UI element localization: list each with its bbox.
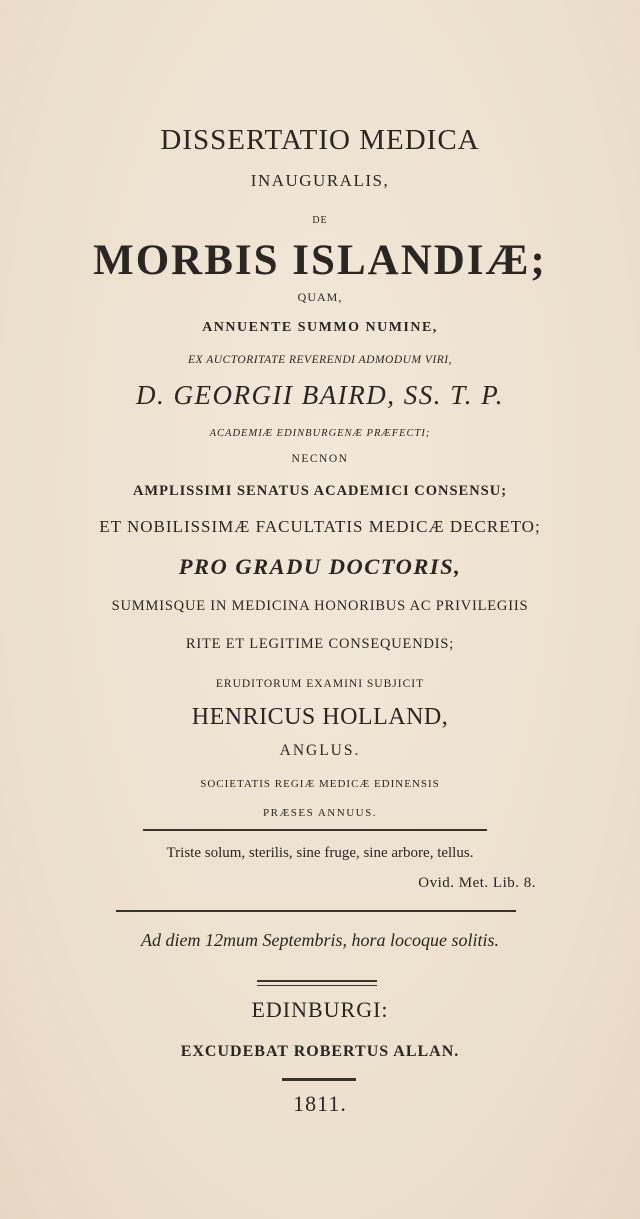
societatis-line: SOCIETATIS REGIÆ MEDICÆ EDINENSIS	[200, 778, 440, 790]
inauguralis-line: INAUGURALIS,	[250, 171, 390, 190]
academiae-line: ACADEMIÆ EDINBURGENÆ PRÆFECTI;	[209, 428, 431, 439]
de-line: DE	[312, 215, 328, 226]
ex-auctoritate-line: EX AUCTORITATE REVERENDI ADMODUM VIRI,	[188, 354, 452, 366]
anglus-line: ANGLUS.	[279, 742, 361, 759]
divider-rule-3	[257, 980, 377, 986]
dissertatio-heading: DISSERTATIO MEDICA	[160, 124, 480, 156]
eruditorum-line: ERUDITORUM EXAMINI SUBJICIT	[215, 678, 425, 690]
summisque-line: SUMMISQUE IN MEDICINA HONORIBUS AC PRIVILEGIIS	[111, 598, 529, 614]
rite-line: RITE ET LEGITIME CONSEQUENDIS;	[185, 636, 455, 652]
date-line: Ad diem 12mum Septembris, hora locoque solitis.	[141, 930, 499, 950]
annuente-line: ANNUENTE SUMMO NUMINE,	[202, 320, 438, 335]
author-name: HENRICUS HOLLAND,	[191, 704, 449, 730]
divider-rule-1	[143, 829, 487, 831]
amplissimi-line: AMPLISSIMI SENATUS ACADEMICI CONSENSU;	[132, 483, 508, 499]
quam-line: QUAM,	[297, 290, 343, 304]
year-line: 1811.	[293, 1091, 347, 1116]
pro-gradu-line: PRO GRADU DOCTORIS,	[178, 554, 462, 579]
rector-name: D. GEORGII BAIRD, SS. T. P.	[136, 380, 504, 410]
praeses-line: PRÆSES ANNUUS.	[263, 807, 377, 819]
epigraph: Triste solum, sterilis, sine fruge, sine arbore, tellus.	[166, 845, 474, 861]
epigraph-source: Ovid. Met. Lib. 8.	[418, 875, 536, 891]
necnon-line: NECNON	[291, 453, 349, 465]
printer-line: EXCUDEBAT ROBERTUS ALLAN.	[180, 1043, 460, 1060]
divider-rule-2	[116, 910, 516, 912]
divider-rule-4	[282, 1078, 356, 1081]
et-nobilissimae-line: ET NOBILISSIMÆ FACULTATIS MEDICÆ DECRETO;	[99, 517, 541, 536]
subject-title: MORBIS ISLANDIÆ;	[93, 237, 547, 284]
city-line: EDINBURGI:	[251, 997, 389, 1022]
